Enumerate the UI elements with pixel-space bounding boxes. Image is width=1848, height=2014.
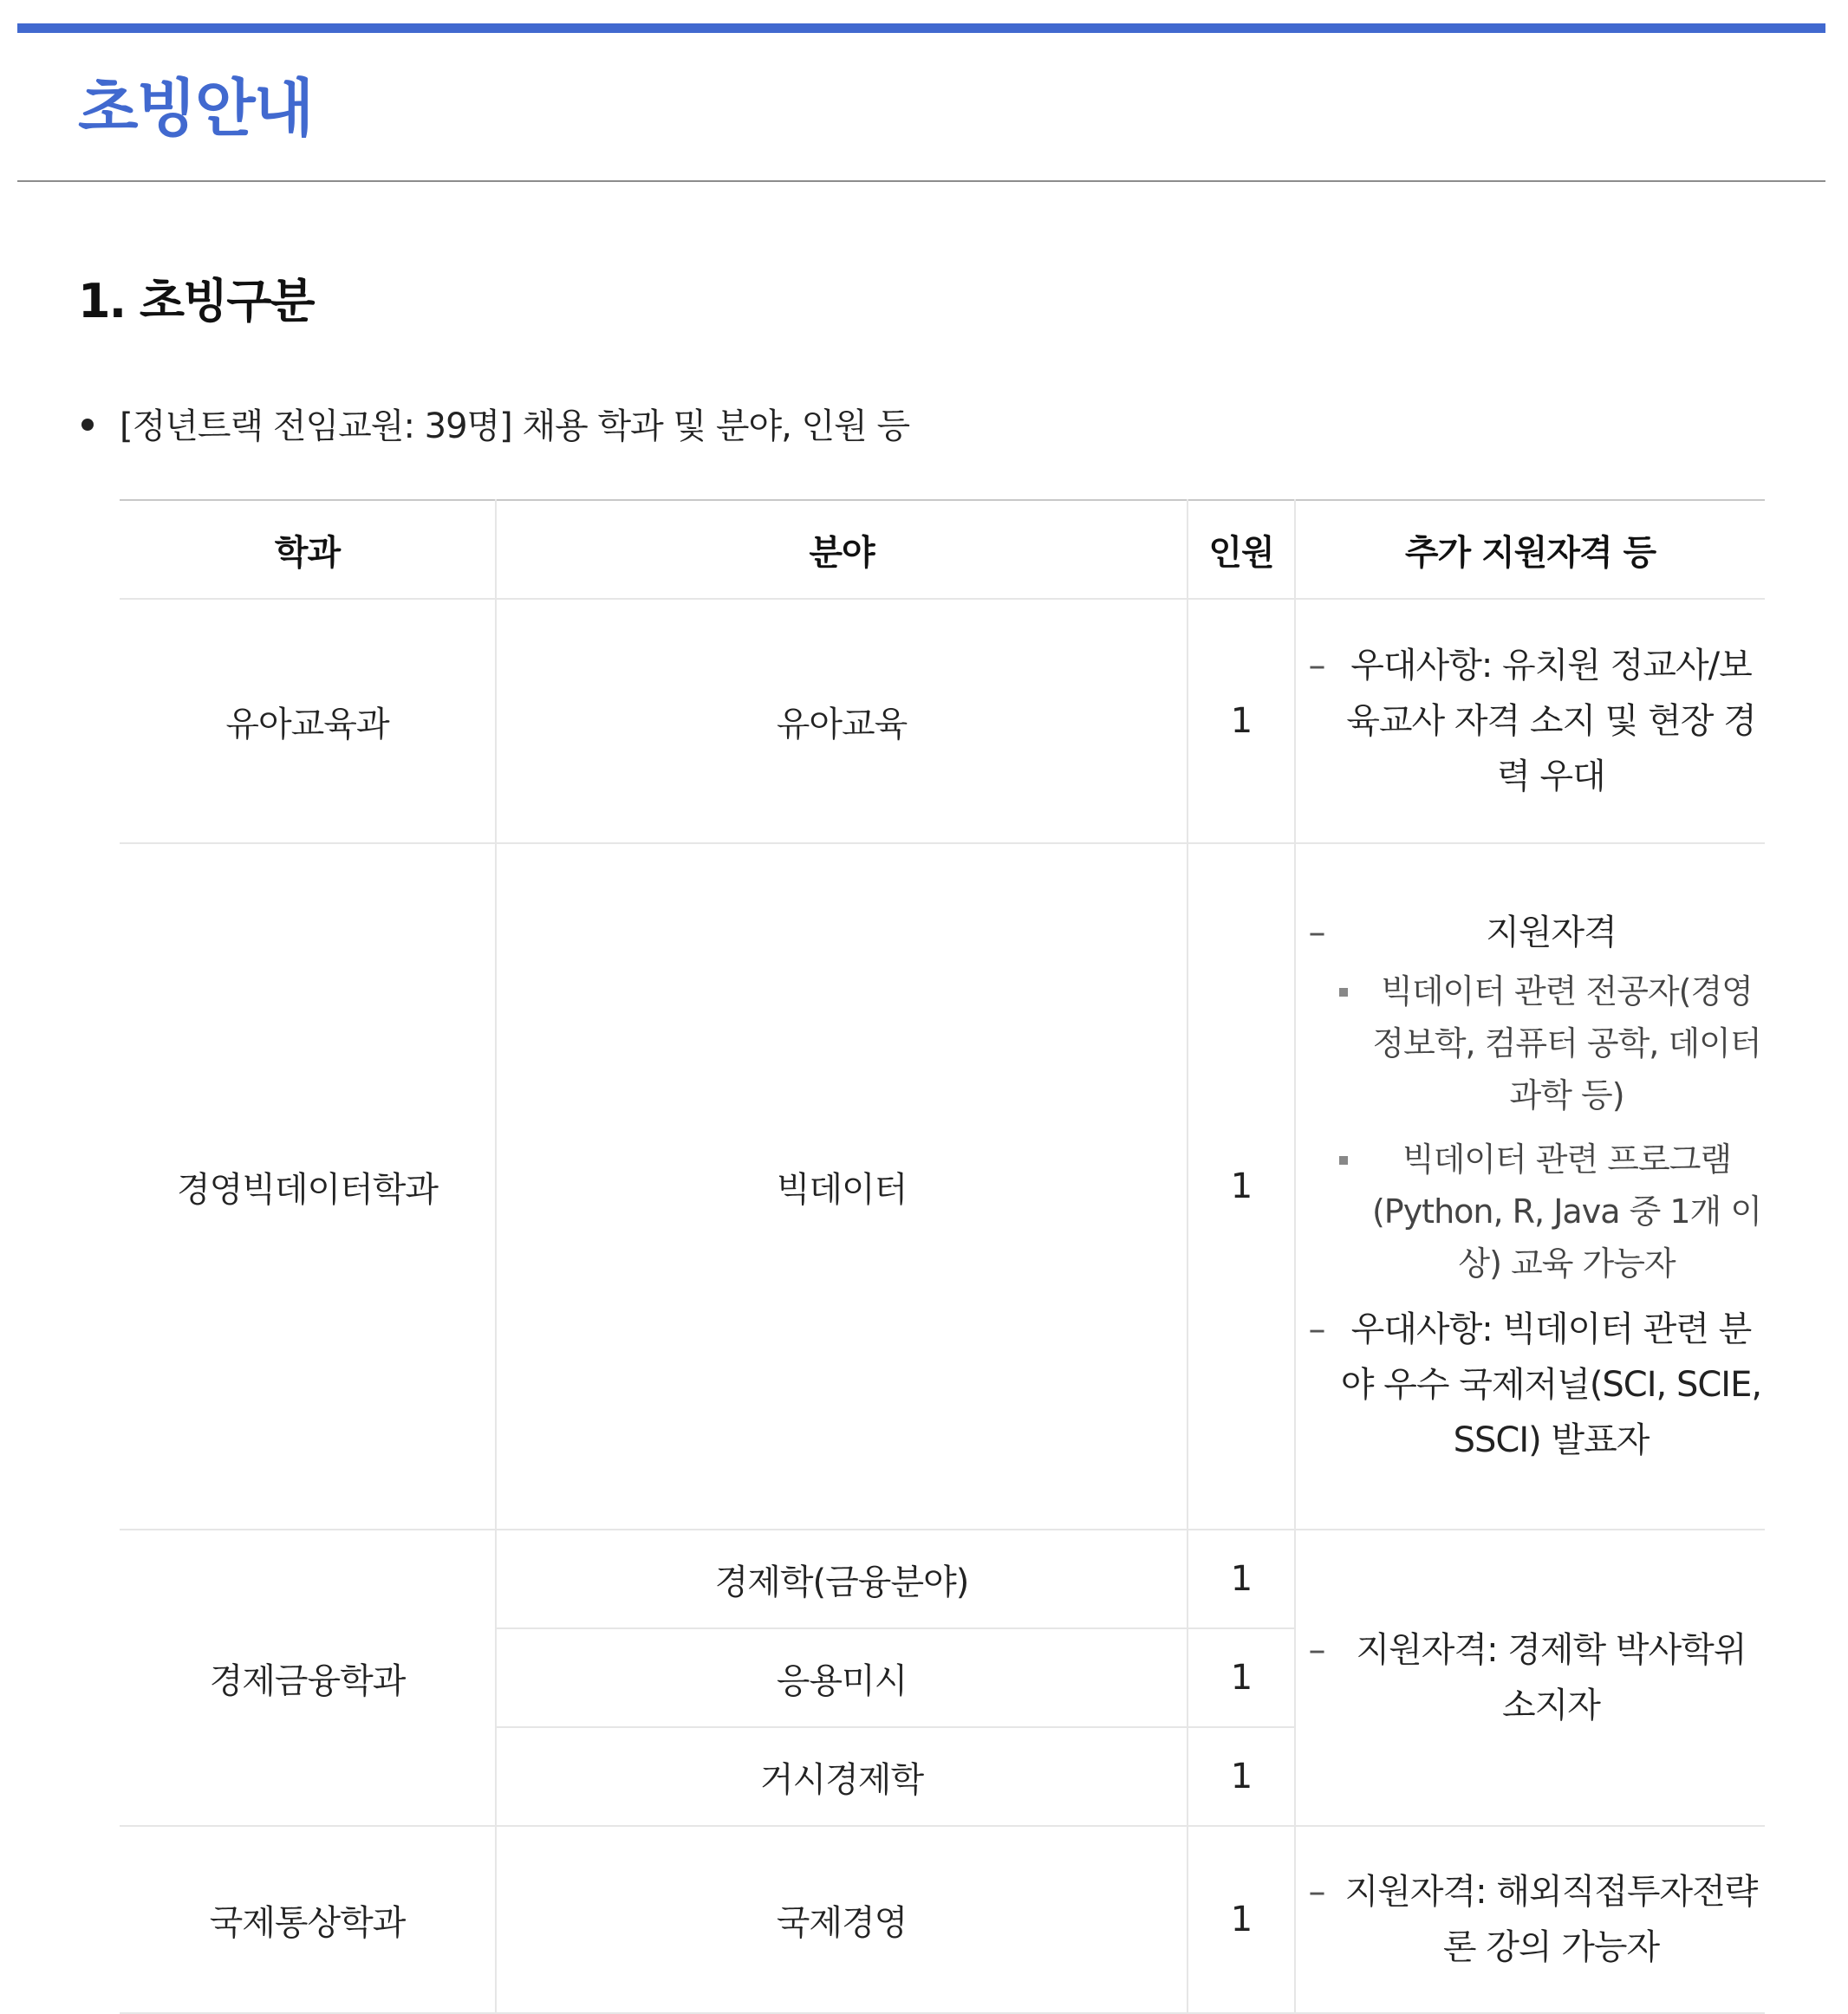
dash-marker: –	[1308, 1630, 1325, 1670]
extra-text: 지원자격	[1486, 913, 1617, 952]
field-cell: 경제학(금융분야)	[496, 1530, 1188, 1628]
dash-marker: –	[1308, 1309, 1325, 1349]
count-cell: 1	[1188, 843, 1295, 1530]
recruitment-table	[120, 499, 1765, 2014]
count-cell: 1	[1188, 1727, 1295, 1826]
field-cell: 빅데이터	[496, 843, 1188, 1530]
extra-text: 지원자격: 경제학 박사학위 소지자	[1356, 1630, 1747, 1725]
sub-item-text: 빅데이터 관련 전공자(경영정보학, 컴퓨터 공학, 데이터 과학 등)	[1372, 972, 1761, 1114]
field-cell: 국제경영	[496, 1826, 1188, 2013]
dept-cell: 국제통상학과	[120, 1826, 496, 2013]
dept-cell: 경영빅데이터학과	[120, 843, 496, 1530]
sub-item-text: 빅데이터 관련 프로그램(Python, R, Java 중 1개 이상) 교육 가능자	[1371, 1140, 1762, 1283]
dash-marker: –	[1308, 913, 1325, 952]
sub-list	[1337, 965, 1765, 1290]
extra-cell	[1295, 1530, 1765, 1826]
header-extra: 추가 지원자격 등	[1295, 500, 1765, 599]
header-field: 분야	[496, 500, 1188, 599]
dash-item	[1296, 905, 1765, 960]
field-cell: 응용미시	[496, 1628, 1188, 1727]
extra-cell	[1295, 599, 1765, 843]
top-accent-bar	[17, 23, 1825, 33]
count-cell: 1	[1188, 1628, 1295, 1727]
dash-item	[1296, 1302, 1765, 1468]
count-cell: 1	[1188, 599, 1295, 843]
table-row	[120, 1530, 1765, 1628]
sub-item	[1337, 1134, 1765, 1290]
bullet-dot-icon	[81, 419, 94, 431]
sub-item	[1337, 965, 1765, 1121]
bullet-text: [정년트랙 전임교원: 39명] 채용 학과 및 분야, 인원 등	[120, 406, 910, 446]
field-cell: 유아교육	[496, 599, 1188, 843]
dash-marker: –	[1308, 1872, 1325, 1912]
table-row	[120, 1826, 1765, 2013]
dash-marker: –	[1308, 646, 1325, 685]
dash-item	[1296, 1864, 1765, 1975]
square-bullet-icon	[1337, 1134, 1369, 1290]
title-divider	[17, 180, 1825, 182]
header-count: 인원	[1188, 500, 1295, 599]
square-bullet-icon	[1337, 965, 1369, 1121]
header-dept: 학과	[120, 500, 496, 599]
table-row	[120, 843, 1765, 1530]
dash-item	[1296, 1622, 1765, 1733]
field-cell: 거시경제학	[496, 1727, 1188, 1826]
table-row	[120, 599, 1765, 843]
count-cell: 1	[1188, 1826, 1295, 2013]
extra-text: 지원자격: 해외직접투자전략론 강의 가능자	[1344, 1872, 1758, 1967]
bullet-item	[78, 400, 909, 452]
table-header-row	[120, 500, 1765, 599]
dept-cell: 유아교육과	[120, 599, 496, 843]
dash-item	[1296, 638, 1765, 804]
extra-text: 우대사항: 빅데이터 관련 분야 우수 국제저널(SCI, SCIE, SSCI) 발표자	[1340, 1309, 1762, 1460]
extra-text: 우대사항: 유치원 정교사/보육교사 자격 소지 및 현장 경력 우대	[1346, 646, 1756, 796]
count-cell: 1	[1188, 1530, 1295, 1628]
dept-cell: 경제금융학과	[120, 1530, 496, 1826]
section-heading: 1. 초빙구분	[78, 274, 314, 328]
extra-cell	[1295, 1826, 1765, 2013]
page-title: 초빙안내	[78, 72, 313, 145]
extra-cell	[1295, 843, 1765, 1530]
